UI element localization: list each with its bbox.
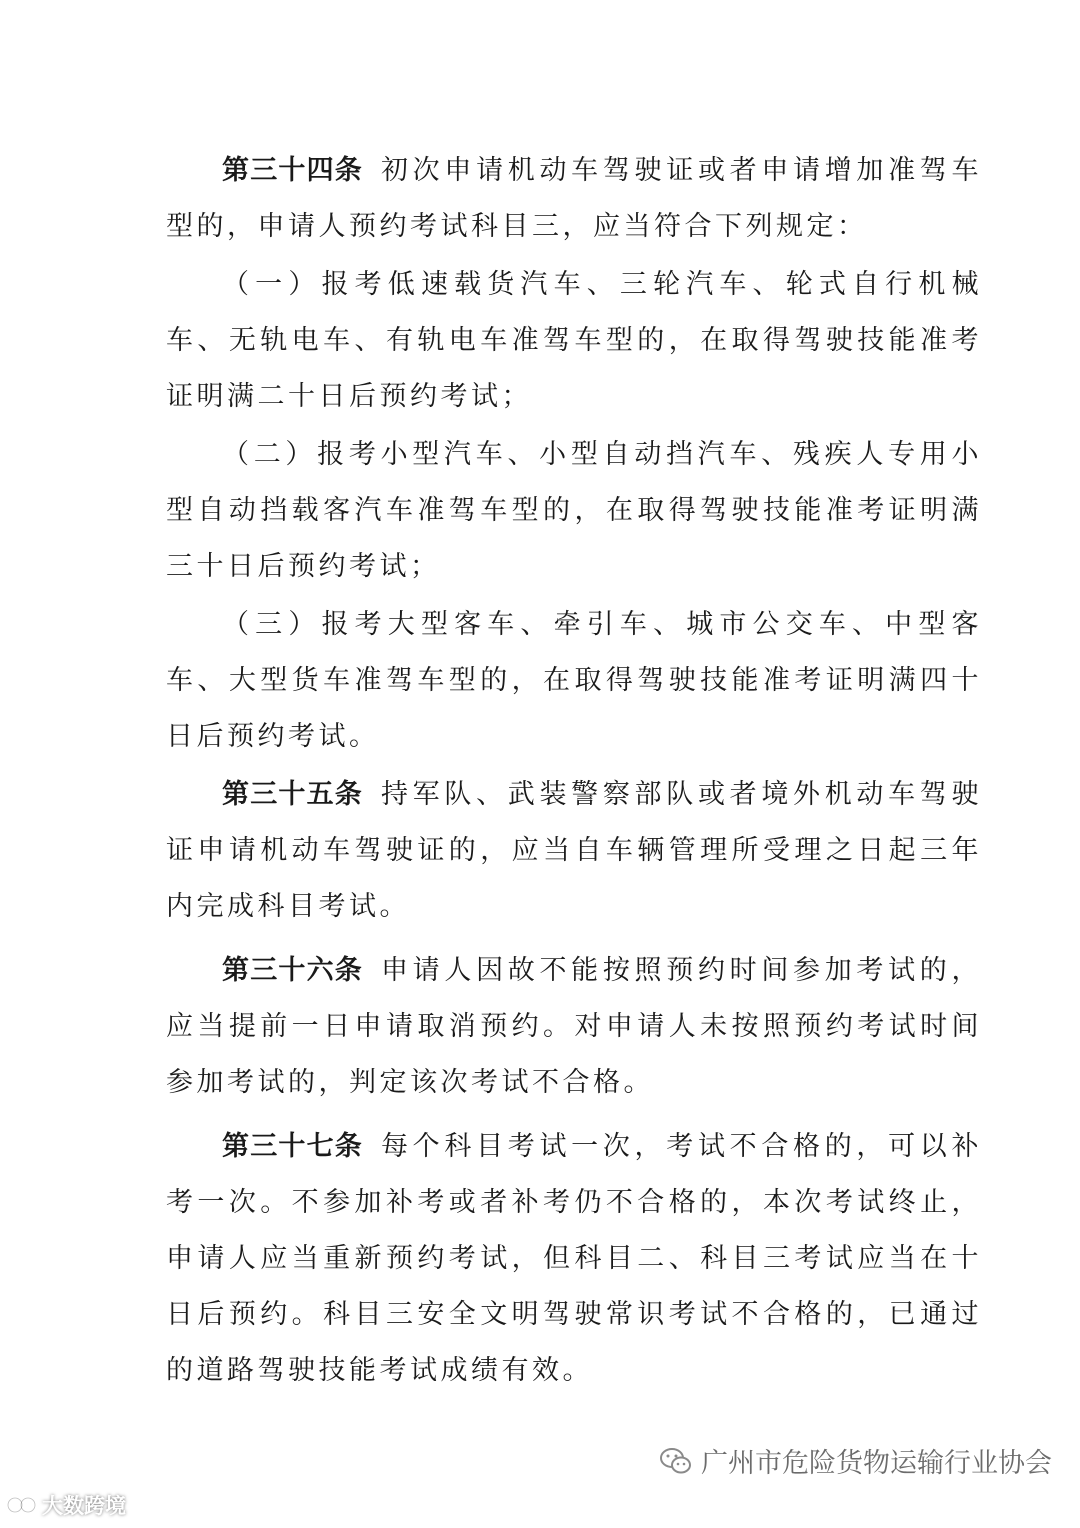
article-text: 每个科目考试一次，考试不合格的，可以补考一次。不参加补考或者补考仍不合格的，本次考试终止，申请人应当重新预约考试，但科目二、科目三考试应当在十日后预约。科目三安全文明驾驶常识考试不合格的，已通过的道路驾驶技能考试成绩有效。 <box>166 1131 983 1386</box>
article-title: 第三十五条 <box>222 779 363 810</box>
document-body <box>166 143 982 1399</box>
article-35 <box>166 767 982 935</box>
article-title: 第三十七条 <box>222 1131 363 1162</box>
source-name: 广州市危险货物运输行业协会 <box>701 1448 1052 1479</box>
article-text: 持军队、武装警察部队或者境外机动车驾驶证申请机动车驾驶证的，应当自车辆管理所受理之日起三年内完成科目考试。 <box>166 779 983 922</box>
article-37 <box>166 1119 982 1399</box>
article-title: 第三十六条 <box>222 955 363 986</box>
brand-name: 大数跨境 <box>42 1494 126 1518</box>
brand-watermark <box>6 1490 126 1520</box>
article-text: 初次申请机动车驾驶证或者申请增加准驾车型的，申请人预约考试科目三，应当符合下列规定： <box>166 155 983 242</box>
article-34 <box>166 143 982 255</box>
article-34-item-1: （一）报考低速载货汽车、三轮汽车、轮式自行机械车、无轨电车、有轨电车准驾车型的，在取得驾驶技能准考证明满二十日后预约考试； <box>166 269 982 412</box>
article-36 <box>166 943 982 1111</box>
source-watermark <box>659 1441 1052 1480</box>
article-text: 申请人因故不能按照预约时间参加考试的，应当提前一日申请取消预约。对申请人未按照预约考试时间参加考试的，判定该次考试不合格。 <box>166 955 983 1098</box>
article-34-item-2: （二）报考小型汽车、小型自动挡汽车、残疾人专用小型自动挡载客汽车准驾车型的，在取得驾驶技能准考证明满三十日后预约考试； <box>166 439 982 582</box>
wechat-icon <box>659 1446 693 1476</box>
article-title: 第三十四条 <box>222 155 363 186</box>
article-34-item-3: （三）报考大型客车、牵引车、城市公交车、中型客车、大型货车准驾车型的，在取得驾驶技能准考证明满四十日后预约考试。 <box>166 609 982 752</box>
camera-logo-icon <box>6 1494 38 1516</box>
